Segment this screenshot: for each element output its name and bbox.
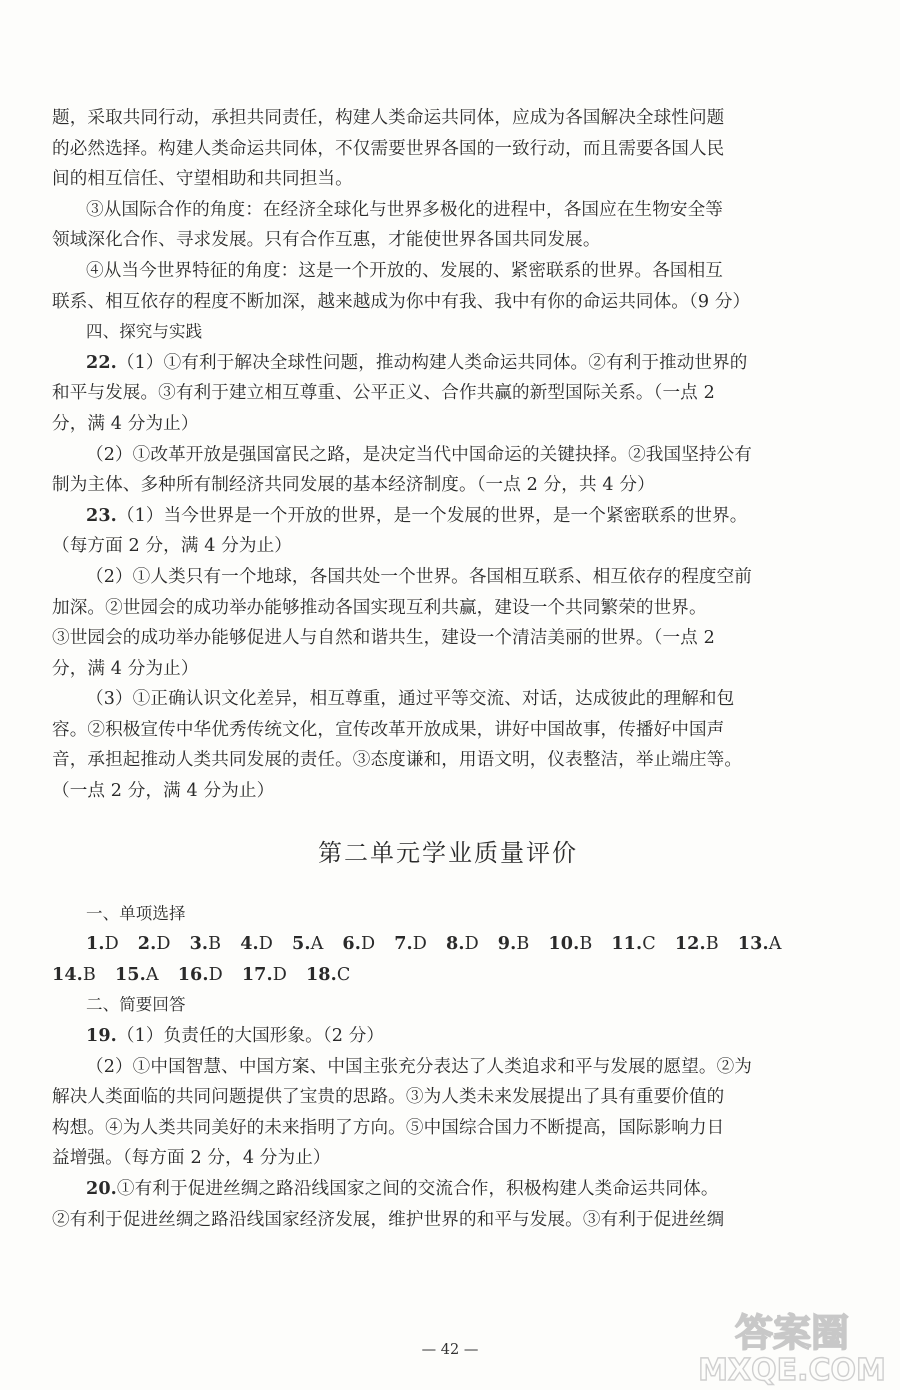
- answer-number: 6.: [342, 933, 361, 955]
- answer-number: 9.: [497, 933, 517, 955]
- answer-choice: A: [768, 934, 782, 955]
- answer-number: 5.: [292, 933, 311, 955]
- text-line: （3）①正确认识文化差异，相互尊重，通过平等交流、对话，达成彼此的理解和包: [86, 689, 735, 710]
- section-heading: 二、简要回答: [86, 995, 186, 1015]
- answer-item: [115, 965, 159, 985]
- answer-item: [342, 934, 375, 954]
- answer-number: 13.: [737, 933, 769, 955]
- answer-item: [138, 934, 171, 954]
- answer-choice: D: [208, 964, 223, 985]
- answer-number: 2.: [137, 933, 157, 955]
- answer-number: 16.: [177, 963, 209, 985]
- page-number: — 42 —: [421, 1342, 479, 1358]
- section-heading: 四、探究与实践: [86, 322, 203, 342]
- text-line: 题，采取共同行动，承担共同责任，构建人类命运共同体，应成为各国解决全球性问题: [52, 108, 725, 128]
- question-number: 23.: [86, 504, 117, 526]
- question-number: 22.: [86, 351, 117, 373]
- text-line: （2）①中国智慧、中国方案、中国主张充分表达了人类追求和平与发展的愿望。②为: [86, 1056, 752, 1077]
- text-line: 间的相互信任、守望相助和共同担当。: [52, 169, 353, 190]
- answer-number: 12.: [674, 933, 706, 955]
- question-text: （1）负责任的大国形象。（2 分）: [116, 1026, 385, 1047]
- answer-choice: D: [156, 934, 171, 955]
- answer-item: [242, 965, 287, 985]
- question-text: ①有利于促进丝绸之路沿线国家之间的交流合作，积极构建人类命运共同体。: [116, 1179, 719, 1199]
- answer-number: 15.: [114, 963, 146, 985]
- answer-item: [292, 934, 323, 954]
- answer-item: [498, 934, 530, 954]
- answer-number: 3.: [189, 933, 209, 955]
- answer-item: [178, 965, 223, 985]
- text-line: （每方面 2 分，满 4 分为止）: [52, 536, 292, 557]
- text-line: 领域深化合作、寻求发展。只有合作互惠，才能使世界各国共同发展。: [52, 230, 601, 251]
- answer-choice: C: [336, 964, 351, 985]
- answer-row: [52, 929, 844, 960]
- answer-number: 10.: [548, 933, 580, 955]
- answer-item: [306, 965, 350, 985]
- answer-choice: B: [579, 934, 593, 955]
- answer-number: 17.: [241, 963, 273, 985]
- answer-choice: D: [360, 934, 376, 955]
- answer-page: [52, 103, 844, 1235]
- question-text: （1）①有利于解决全球性问题，推动构建人类命运共同体。②有利于推动世界的: [116, 352, 748, 373]
- answer-number: 4.: [240, 933, 259, 955]
- question-22: [52, 348, 844, 379]
- question-23: [52, 501, 844, 532]
- text-line: （2）①改革开放是强国富民之路，是决定当代中国命运的关键抉择。②我国坚持公有: [86, 444, 752, 465]
- text-line: （一点 2 分，满 4 分为止）: [52, 781, 275, 802]
- answer-choice: D: [104, 934, 119, 955]
- text-line: 分，满 4 分为止）: [52, 413, 199, 434]
- answer-choice: D: [464, 934, 479, 955]
- answer-item: [86, 934, 119, 954]
- text-line: 音，承担起推动人类共同发展的责任。③态度谦和，用语文明，仪表整洁，举止端庄等。: [52, 750, 743, 771]
- text-line: 益增强。（每方面 2 分，4 分为止）: [52, 1148, 331, 1169]
- text-line: （2）①人类只有一个地球，各国共处一个世界。各国相互联系、相互依存的程度空前: [86, 566, 752, 587]
- question-number: 20.: [86, 1178, 117, 1199]
- text-line: 联系、相互依存的程度不断加深，越来越成为你中有我、我中有你的命运共同体。（9 分）: [52, 291, 751, 312]
- answer-number: 8.: [445, 933, 465, 955]
- text-line: 构想。④为人类共同美好的未来指明了方向。⑤中国综合国力不断提高，国际影响力日: [52, 1117, 725, 1138]
- answer-choice: B: [516, 934, 530, 955]
- answer-item: [240, 934, 273, 954]
- text-line: ④从当今世界特征的角度：这是一个开放的、发展的、紧密联系的世界。各国相互: [86, 260, 723, 281]
- answer-choice: D: [272, 964, 287, 985]
- text-line: 分，满 4 分为止）: [52, 658, 199, 679]
- section-heading: 一、单项选择: [86, 903, 186, 923]
- answer-row: [52, 960, 844, 991]
- answer-item: [190, 934, 222, 954]
- answer-item: [675, 934, 719, 954]
- answer-number: 7.: [394, 933, 413, 955]
- answer-choice: B: [208, 934, 222, 955]
- answer-item: [548, 934, 592, 954]
- answer-choice: B: [705, 934, 719, 955]
- answer-choice: D: [412, 934, 427, 955]
- question-number: 19.: [86, 1025, 117, 1047]
- answer-choice: A: [145, 964, 159, 985]
- answer-number: 18.: [305, 963, 337, 985]
- answer-number: 11.: [611, 933, 643, 955]
- text-line: ③从国际合作的角度：在经济全球化与世界多极化的进程中，各国应在生物安全等: [86, 199, 723, 220]
- answer-number: 1.: [86, 933, 105, 955]
- answer-item: [52, 965, 96, 985]
- text-line: ③世园会的成功举办能够促进人与自然和谐共生，建设一个清洁美丽的世界。（一点 2: [52, 628, 715, 649]
- question-19: [52, 1021, 844, 1052]
- text-line: 制为主体、多种所有制经济共同发展的基本经济制度。（一点 2 分，共 4 分）: [52, 475, 655, 496]
- svg-text:答案圈: 答案圈: [734, 1311, 850, 1355]
- question-text: （1）当今世界是一个开放的世界，是一个发展的世界，是一个紧密联系的世界。: [116, 505, 748, 526]
- text-line: ②有利于促进丝绸之路沿线国家经济发展，维护世界的和平与发展。③有利于促进丝绸: [52, 1209, 725, 1230]
- answer-item: [394, 934, 427, 954]
- answer-number: 14.: [52, 963, 83, 985]
- answer-choice: A: [310, 934, 324, 955]
- watermark-logo: [692, 1302, 892, 1386]
- answer-item: [611, 934, 655, 954]
- text-line: 和平与发展。③有利于建立相互尊重、公平正义、合作共赢的新型国际关系。（一点 2: [52, 383, 715, 404]
- svg-text:MXQE.COM: MXQE.COM: [698, 1353, 886, 1386]
- answer-choice: D: [258, 934, 273, 955]
- answer-choice: B: [82, 964, 96, 985]
- text-line: 容。②积极宣传中华优秀传统文化，宣传改革开放成果，讲好中国故事，传播好中国声: [52, 719, 725, 740]
- answer-item: [738, 934, 782, 954]
- text-line: 解决人类面临的共同问题提供了宝贵的思路。③为人类未来发展提出了具有重要价值的: [52, 1087, 725, 1108]
- unit-title: 第二单元学业质量评价: [318, 838, 578, 867]
- question-20: [52, 1174, 844, 1205]
- text-line: 加深。②世园会的成功举办能够推动各国实现互利共赢，建设一个共同繁荣的世界。: [52, 597, 707, 618]
- text-line: 的必然选择。构建人类命运共同体，不仅需要世界各国的一致行动，而且需要各国人民: [52, 138, 725, 159]
- answer-item: [446, 934, 479, 954]
- answer-choice: C: [642, 934, 656, 955]
